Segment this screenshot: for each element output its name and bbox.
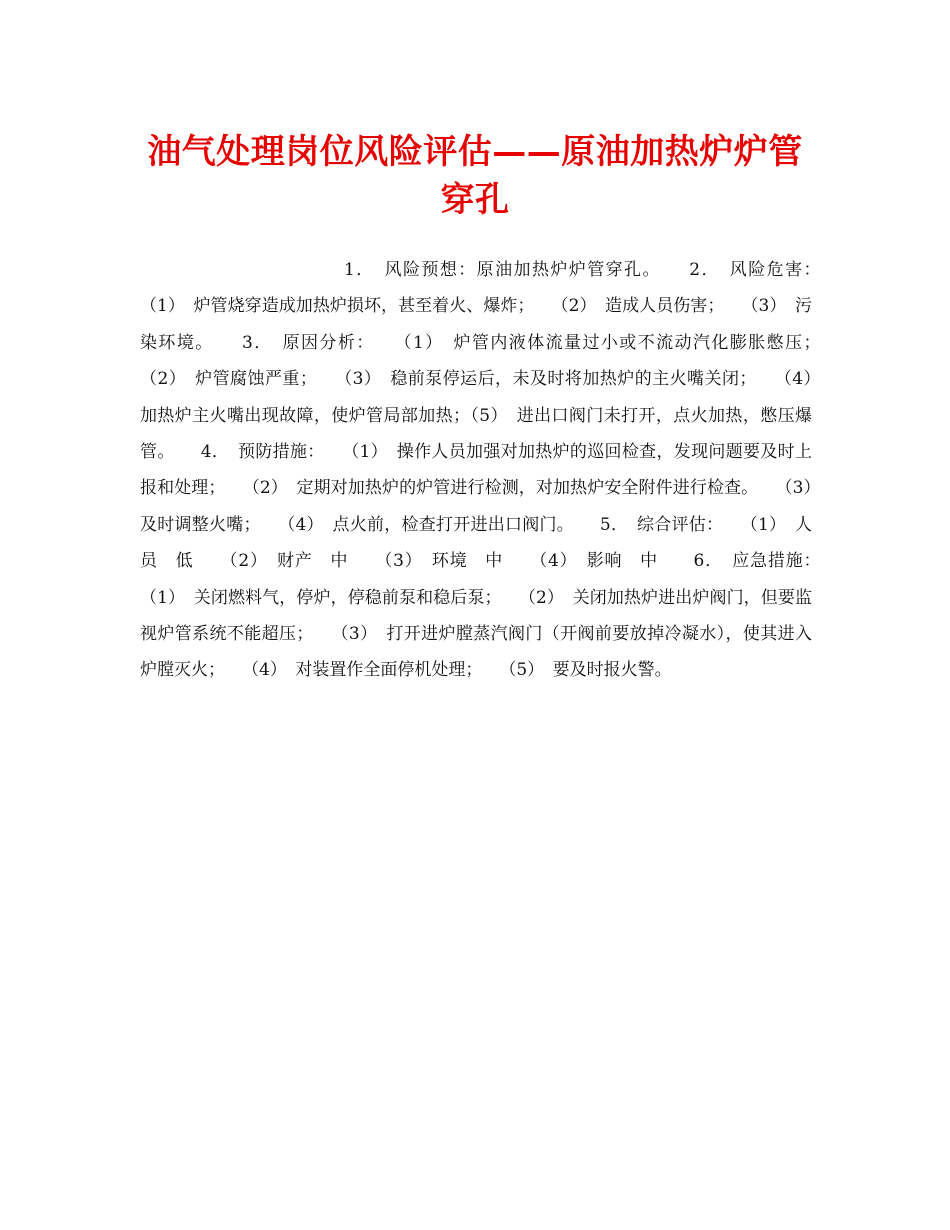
document-body: 1． 风险预想：原油加热炉炉管穿孔。 2． 风险危害： （1） 炉管烧穿造成加热炉损坏，甚至着火、爆炸； （2） 造成人员伤害； （3） 污染环境。 3． 原因分析： （1） 炉管内液体流量过小或不流动汽化膨胀憋压； （2） 炉管腐蚀严重； （3） 稳前泵停运后，未及时将加热炉的主火嘴关闭； （4） 加热炉主火嘴出现故障，使炉管局部加热；（5） 进出口阀门未打开，点火加热，憋压爆管。 4． 预防措施： （1） 操作人员加强对加热炉的巡回检查，发现问题要及时上报和处理； （2） 定期对加热炉的炉管进行检测，对加热炉安全附件进行检查。 （3） 及时调整火嘴； （4） 点火前，检查打开进出口阀门。 5． 综合评估： （1） 人员 低 （2） 财产 中 （3） 环境 中 （4） 影响 中 6． 应急措施： （1） 关闭燃料气，停炉，停稳前泵和稳后泵； （2） 关闭加热炉进出炉阀门，但要监视炉管系统不能超压； （3） 打开进炉膛蒸汽阀门（开阀前要放掉冷凝水），使其进入炉膛灭火； （4） 对装置作全面停机处理； （5） 要及时报火警。	[140, 260, 846, 681]
title-line-1: 油气处理岗位风险评估——原油加热炉炉管	[147, 132, 803, 172]
document-title	[140, 128, 810, 224]
title-line-2: 穿孔	[440, 180, 510, 220]
